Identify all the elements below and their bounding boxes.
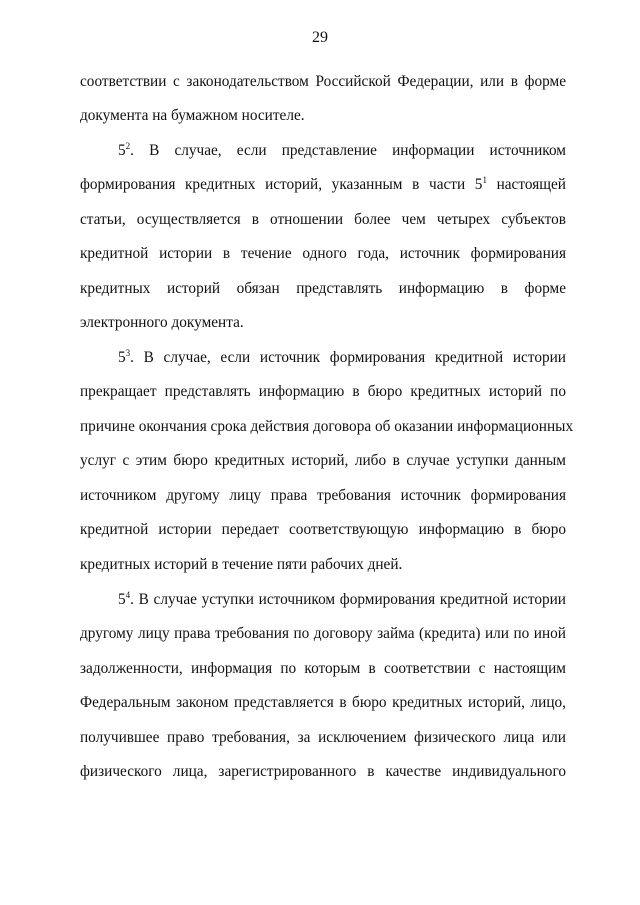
text-line: формирования кредитных историй, указанным в части $5^1$ настоящей [80, 175, 566, 193]
superscript: 1 [482, 175, 487, 185]
paragraph-start-line: $5^3$. В случае, если источник формирования кредитной истории [118, 348, 566, 366]
text-line: задолженности, информация по которым в соответствии с настоящим [80, 660, 566, 677]
superscript: 2 [125, 141, 131, 151]
text-line: Федеральным законом представляется в бюро кредитных историй, лицо, [80, 694, 566, 711]
text-line: услуг с этим бюро кредитных историй, либо в случае уступки данным [80, 452, 566, 469]
text-line: кредитной истории в течение одного года, источник формирования [80, 245, 566, 262]
text-line: источником другому лицу права требования источник формирования [80, 487, 566, 504]
superscript: 3 [125, 348, 131, 358]
text-line: кредитных историй в течение пяти рабочих дней. [80, 556, 403, 573]
text-line: другому лицу права требования по договору займа (кредита) или по иной [80, 625, 566, 642]
text-line: прекращает представлять информацию в бюро кредитных историй по [80, 383, 566, 400]
text-line: причине окончания срока действия договора об оказании информационных [80, 418, 574, 435]
text-line: получившее право требования, за исключением физического лица или [80, 729, 566, 746]
paragraph-start-line: $5^4$. В случае уступки источником формирования кредитной истории [118, 590, 566, 608]
text-line: кредитной истории передает соответствующую информацию в бюро [80, 521, 566, 538]
text-line: электронного документа. [80, 314, 244, 331]
text-line: кредитных историй обязан представлять информацию в форме [80, 280, 566, 297]
paragraph-start-line: $5^2$. В случае, если представление информации источником [118, 141, 566, 159]
page-number: 29 [312, 29, 328, 46]
text-line: документа на бумажном носителе. [80, 107, 305, 124]
text-line: физического лица, зарегистрированного в качестве индивидуального [80, 763, 566, 780]
text-line: соответствии с законодательством Российской Федерации, или в форме [80, 73, 566, 90]
superscript: 4 [125, 590, 131, 600]
text-line: статьи, осуществляется в отношении более чем четырех субъектов [80, 211, 566, 228]
